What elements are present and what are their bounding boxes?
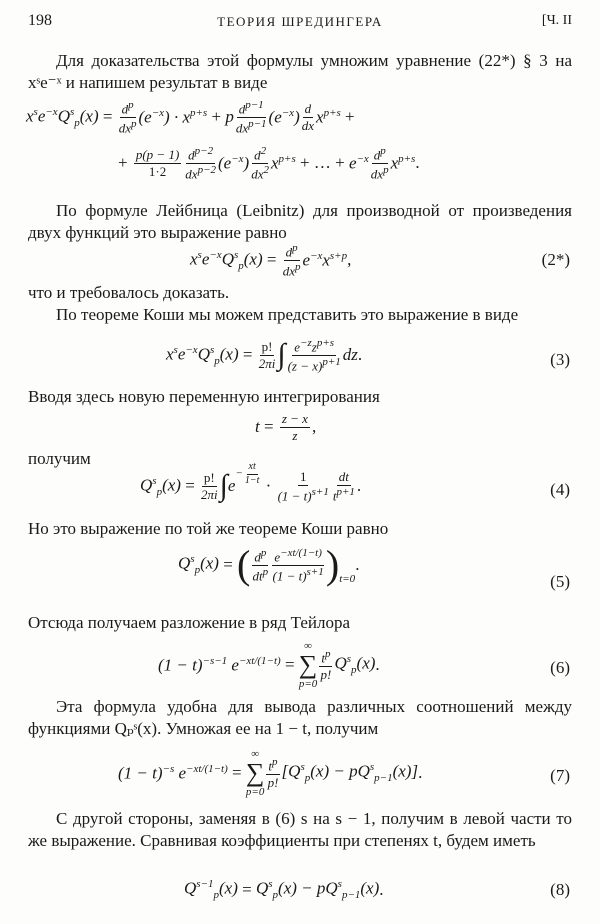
page-header — [28, 12, 572, 34]
equation-number-4: (4) — [550, 480, 570, 499]
equation-3: $x^se^{-x}Q^s_p(x)$ = $\frac{p!}{2\pi i}$ ∫ $\frac{e^{-z}z^{p+s}}{(z - x)^{p+1}}$ dz . — [166, 337, 363, 374]
paragraph-1: Для доказательства этой формулы умножим уравнение (22*) § 3 на xˢe⁻ˣ и напишем результат в виде — [28, 51, 572, 92]
equation-number-7: (7) — [550, 766, 570, 785]
paragraph-9: Эта формула удобна для вывода различных соотношений между функциями Qₚˢ(x). Умножая ее на 1 − t, получим — [28, 697, 572, 738]
paragraph-7: Но это выражение по той же теореме Коши равно — [28, 519, 389, 538]
equation-number-2star: (2*) — [541, 250, 570, 269]
equation-2star: $x^se^{-x}Q^s_p(x)$ = $\frac{d^p}{dx^p}$ $e^{-x}x^{s+p}$ , — [190, 242, 352, 279]
paragraph-4: По теореме Коши мы можем представить это выражение в виде — [56, 305, 519, 324]
paragraph-2: По формуле Лейбница (Leibnitz) для производной от произведения двух функций это выражение равно — [28, 201, 572, 242]
paragraph-10: С другой стороны, заменяя в (6) s на s − 1, получим в левой части то же выражение. Сравнивая коэффициенты при степенях t, будем иметь — [28, 809, 572, 850]
running-title: ТЕОРИЯ ШРЕДИНГЕРА — [217, 14, 383, 29]
equation-number-8: (8) — [550, 880, 570, 899]
equation-7: $(1 - t)^{-s}$ $e^{-xt/(1-t)}$ = ∞ ∑ p=0 $\frac{t^p}{p!}$ $[Q^s_p(x) - pQ^s_{p-1}(x)]$ . — [118, 748, 423, 798]
equation-4: $Q^s_p(x)$ = $\frac{p!}{2\pi i}$ ∫ e $^{- \frac{xt}{1-t}}$ · $\frac{1}{(1 - t)^{s+1}}$ $\frac{dt}{t^{p+1}}$ . — [140, 461, 362, 503]
equation-substitution: t = $\frac{z - x}{z}$ , — [255, 411, 317, 443]
paragraph-8: Отсюда получаем разложение в ряд Тейлора — [28, 613, 351, 632]
equation-expansion-line1: $x^se^{-x}Q^s_p(x)$ = $\frac{d^p}{dx^p}$ $(e^{-x}) \cdot x^{p+s}$ + p $\frac{d^{p-1}}{dx^{p-1}}$ $(e^{-x})$ $\frac{d}{dx}$ $x^{p+s}$ + — [26, 99, 355, 136]
page-number: 198 — [28, 12, 52, 29]
equation-expansion-line2: + $\frac{p(p - 1)}{1\cdot 2}$ $\frac{d^{p-2}}{dx^{p-2}}$ $(e^{-x})$ $\frac{d^2}{dx^2}$ $x^{p+s}$ + … + $e^{-x}$ $\frac{d^p}{dx^p}$ $x^{p+s}$ . — [118, 145, 420, 182]
paragraph-3: что и требовалось доказать. — [28, 283, 230, 302]
equation-8: $Q^{s-1}_p(x)$ = $Q^s_p(x) - pQ^s_{p-1}(x)$ . — [184, 878, 384, 902]
equation-6: $(1 - t)^{-s-1}$ $e^{-xt/(1-t)}$ = ∞ ∑ p=0 $\frac{t^p}{p!}$ $Q^s_p(x)$ . — [158, 640, 380, 690]
paragraph-6: получим — [28, 449, 91, 468]
paragraph-5: Вводя здесь новую переменную интегрирования — [28, 387, 380, 406]
equation-number-5: (5) — [550, 572, 570, 591]
chapter-label: [Ч. II — [541, 13, 572, 28]
equation-number-3: (3) — [550, 350, 570, 369]
equation-5: $Q^s_p(x)$ = ( $\frac{d^p}{dt^p}$ $\frac{e^{-xt/(1-t)}}{(1 - t)^{s+1}}$ ) $_{t=0}$ . — [178, 542, 360, 587]
equation-number-6: (6) — [550, 658, 570, 677]
